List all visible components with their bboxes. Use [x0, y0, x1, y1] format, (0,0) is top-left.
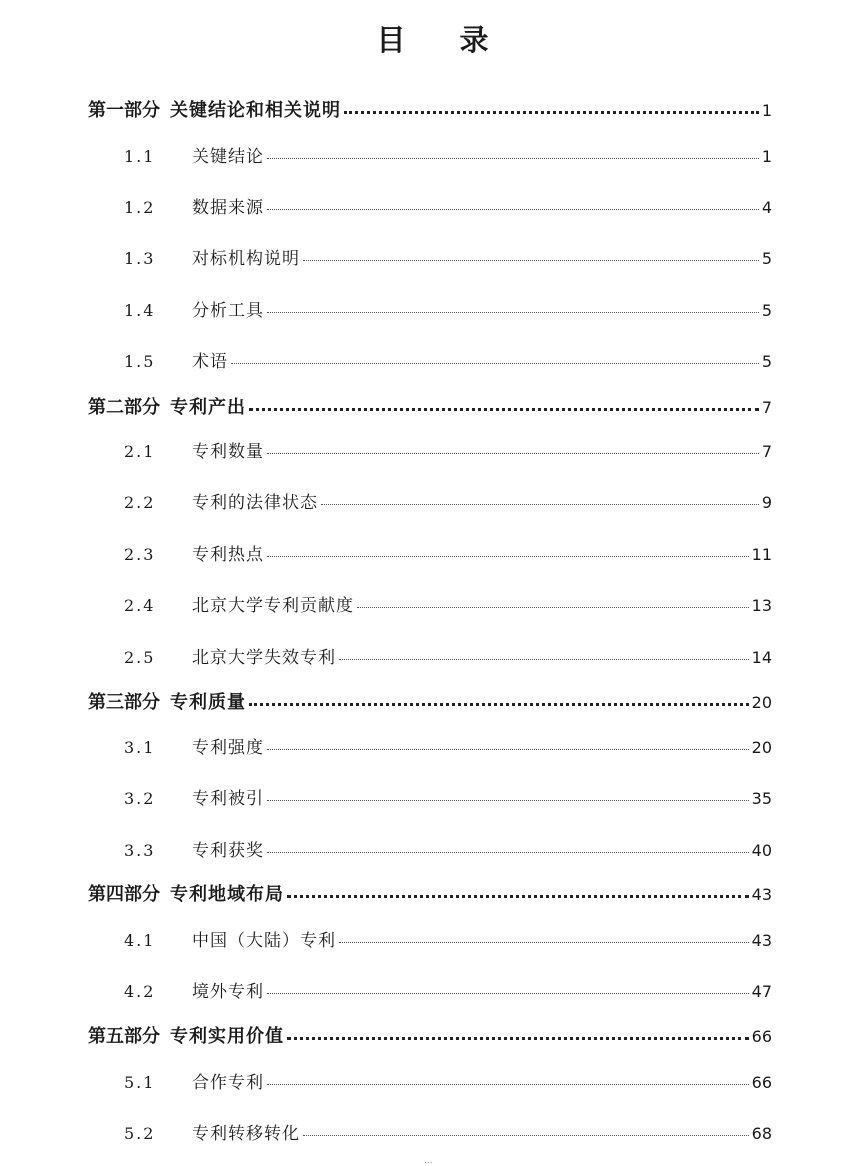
toc-entry-number: 第四部分: [88, 884, 160, 905]
toc-entry-label: 专利数量: [192, 442, 264, 462]
toc-entry-number: 1.2: [124, 198, 156, 217]
toc-dot-leader: [267, 851, 749, 853]
toc-page-number: 1: [761, 147, 772, 166]
toc-section-entry[interactable]: [124, 142, 772, 170]
toc-part-entry[interactable]: [88, 880, 772, 908]
toc-dot-leader: [231, 362, 759, 364]
toc-entry-label: 专利转移转化: [192, 1124, 300, 1144]
toc-section-entry[interactable]: [124, 1119, 772, 1147]
toc-entry-label: 境外专利: [192, 982, 264, 1002]
toc-part-entry[interactable]: [88, 688, 772, 716]
toc-section-entry[interactable]: [124, 347, 772, 375]
toc-dot-leader: [357, 606, 749, 608]
toc-entry-label: 专利的法律状态: [192, 493, 318, 513]
toc-dot-leader: [267, 157, 759, 159]
toc-page-number: 43: [751, 885, 772, 904]
toc-entry-label: 专利被引: [192, 789, 264, 809]
toc-page-number: 1: [761, 101, 772, 120]
toc-entry-number: 2.5: [124, 648, 156, 667]
toc-dot-leader: [339, 658, 749, 660]
toc-entry-label: 术语: [192, 352, 228, 372]
toc-section-entry[interactable]: [124, 488, 772, 516]
toc-section-entry[interactable]: [124, 540, 772, 568]
toc-entry-number: 3.3: [124, 841, 156, 860]
toc-dot-leader: [287, 894, 749, 898]
toc-entry-label: 专利质量: [170, 692, 246, 713]
toc-entry-number: 4.1: [124, 931, 156, 950]
toc-page-number: 68: [751, 1124, 772, 1143]
toc-entry-number: 3.1: [124, 738, 156, 757]
toc-page-number: 35: [751, 789, 772, 808]
toc-part-entry[interactable]: [88, 1022, 772, 1050]
toc-entry-number: 3.2: [124, 789, 156, 808]
toc-section-entry[interactable]: [124, 977, 772, 1005]
toc-entry-number: 2.4: [124, 596, 156, 615]
toc-dot-leader: [267, 748, 749, 750]
toc-dot-leader: [249, 407, 759, 411]
toc-page-number: 43: [751, 931, 772, 950]
toc-dot-leader: [344, 110, 759, 114]
toc-entry-label: 专利产出: [170, 397, 246, 418]
toc-dot-leader: [267, 1083, 749, 1085]
toc-page-number: 20: [751, 693, 772, 712]
toc-page-number: 66: [751, 1027, 772, 1046]
toc-entry-label: 对标机构说明: [192, 249, 300, 269]
toc-entry-number: 2.1: [124, 442, 156, 461]
page-title: 目 录: [376, 23, 511, 57]
toc-section-entry[interactable]: [124, 244, 772, 272]
toc-entry-label: 数据来源: [192, 198, 264, 218]
toc-page-number: 13: [751, 596, 772, 615]
toc-entry-number: 4.2: [124, 982, 156, 1001]
toc-section-entry[interactable]: [124, 193, 772, 221]
toc-entry-number: 5.1: [124, 1073, 156, 1092]
toc-entry-label: 北京大学失效专利: [192, 648, 336, 668]
toc-entry-label: 专利地域布局: [170, 884, 284, 905]
toc-dot-leader: [267, 992, 749, 994]
toc-section-entry[interactable]: [124, 733, 772, 761]
toc-page-number: 14: [751, 648, 772, 667]
toc-entry-label: 专利强度: [192, 738, 264, 758]
toc-section-entry[interactable]: [124, 1068, 772, 1096]
toc-dot-leader: [249, 702, 749, 706]
toc-entry-label: 北京大学专利贡献度: [192, 596, 354, 616]
toc-page-number: 5: [761, 352, 772, 371]
toc-dot-leader: [267, 555, 749, 557]
toc-section-entry[interactable]: [124, 836, 772, 864]
toc-entry-number: 1.5: [124, 352, 156, 371]
toc-entry-label: 关键结论和相关说明: [170, 100, 341, 121]
page-footer-mark: ...: [424, 1156, 433, 1166]
toc-dot-leader: [339, 941, 749, 943]
toc-page-number: 4: [761, 198, 772, 217]
toc-page-number: 66: [751, 1073, 772, 1092]
toc-entry-number: 第五部分: [88, 1026, 160, 1047]
toc-entry-label: 关键结论: [192, 147, 264, 167]
toc-section-entry[interactable]: [124, 437, 772, 465]
toc-page-number: 40: [751, 841, 772, 860]
toc-section-entry[interactable]: [124, 591, 772, 619]
toc-dot-leader: [267, 452, 759, 454]
toc-entry-number: 第三部分: [88, 692, 160, 713]
toc-page-number: 9: [761, 493, 772, 512]
toc-page-number: 7: [761, 442, 772, 461]
toc-page-number: 7: [761, 398, 772, 417]
toc-entry-number: 5.2: [124, 1124, 156, 1143]
toc-page-number: 47: [751, 982, 772, 1001]
toc-entry-number: 第二部分: [88, 397, 160, 418]
toc-entry-label: 专利实用价值: [170, 1026, 284, 1047]
toc-section-entry[interactable]: [124, 926, 772, 954]
toc-entry-label: 中国（大陆）专利: [192, 931, 336, 951]
toc-entry-number: 第一部分: [88, 100, 160, 121]
toc-dot-leader: [321, 503, 759, 505]
toc-page-number: 20: [751, 738, 772, 757]
toc-entry-number: 1.3: [124, 249, 156, 268]
toc-page-number: 5: [761, 249, 772, 268]
toc-entry-label: 合作专利: [192, 1073, 264, 1093]
toc-dot-leader: [267, 311, 759, 313]
toc-entry-label: 专利获奖: [192, 841, 264, 861]
toc-entry-number: 2.3: [124, 545, 156, 564]
toc-part-entry[interactable]: [88, 393, 772, 421]
toc-entry-label: 分析工具: [192, 301, 264, 321]
toc-page-number: 11: [751, 545, 772, 564]
toc-entry-number: 1.1: [124, 147, 156, 166]
toc-page-number: 5: [761, 301, 772, 320]
toc-section-entry[interactable]: [124, 784, 772, 812]
toc-part-entry[interactable]: [88, 96, 772, 124]
toc-entry-label: 专利热点: [192, 545, 264, 565]
toc-section-entry[interactable]: [124, 296, 772, 324]
toc-dot-leader: [267, 799, 749, 801]
toc-dot-leader: [303, 1134, 749, 1136]
toc-section-entry[interactable]: [124, 643, 772, 671]
toc-dot-leader: [267, 208, 759, 210]
toc-dot-leader: [287, 1036, 749, 1040]
toc-dot-leader: [303, 259, 759, 261]
toc-entry-number: 2.2: [124, 493, 156, 512]
toc-entry-number: 1.4: [124, 301, 156, 320]
